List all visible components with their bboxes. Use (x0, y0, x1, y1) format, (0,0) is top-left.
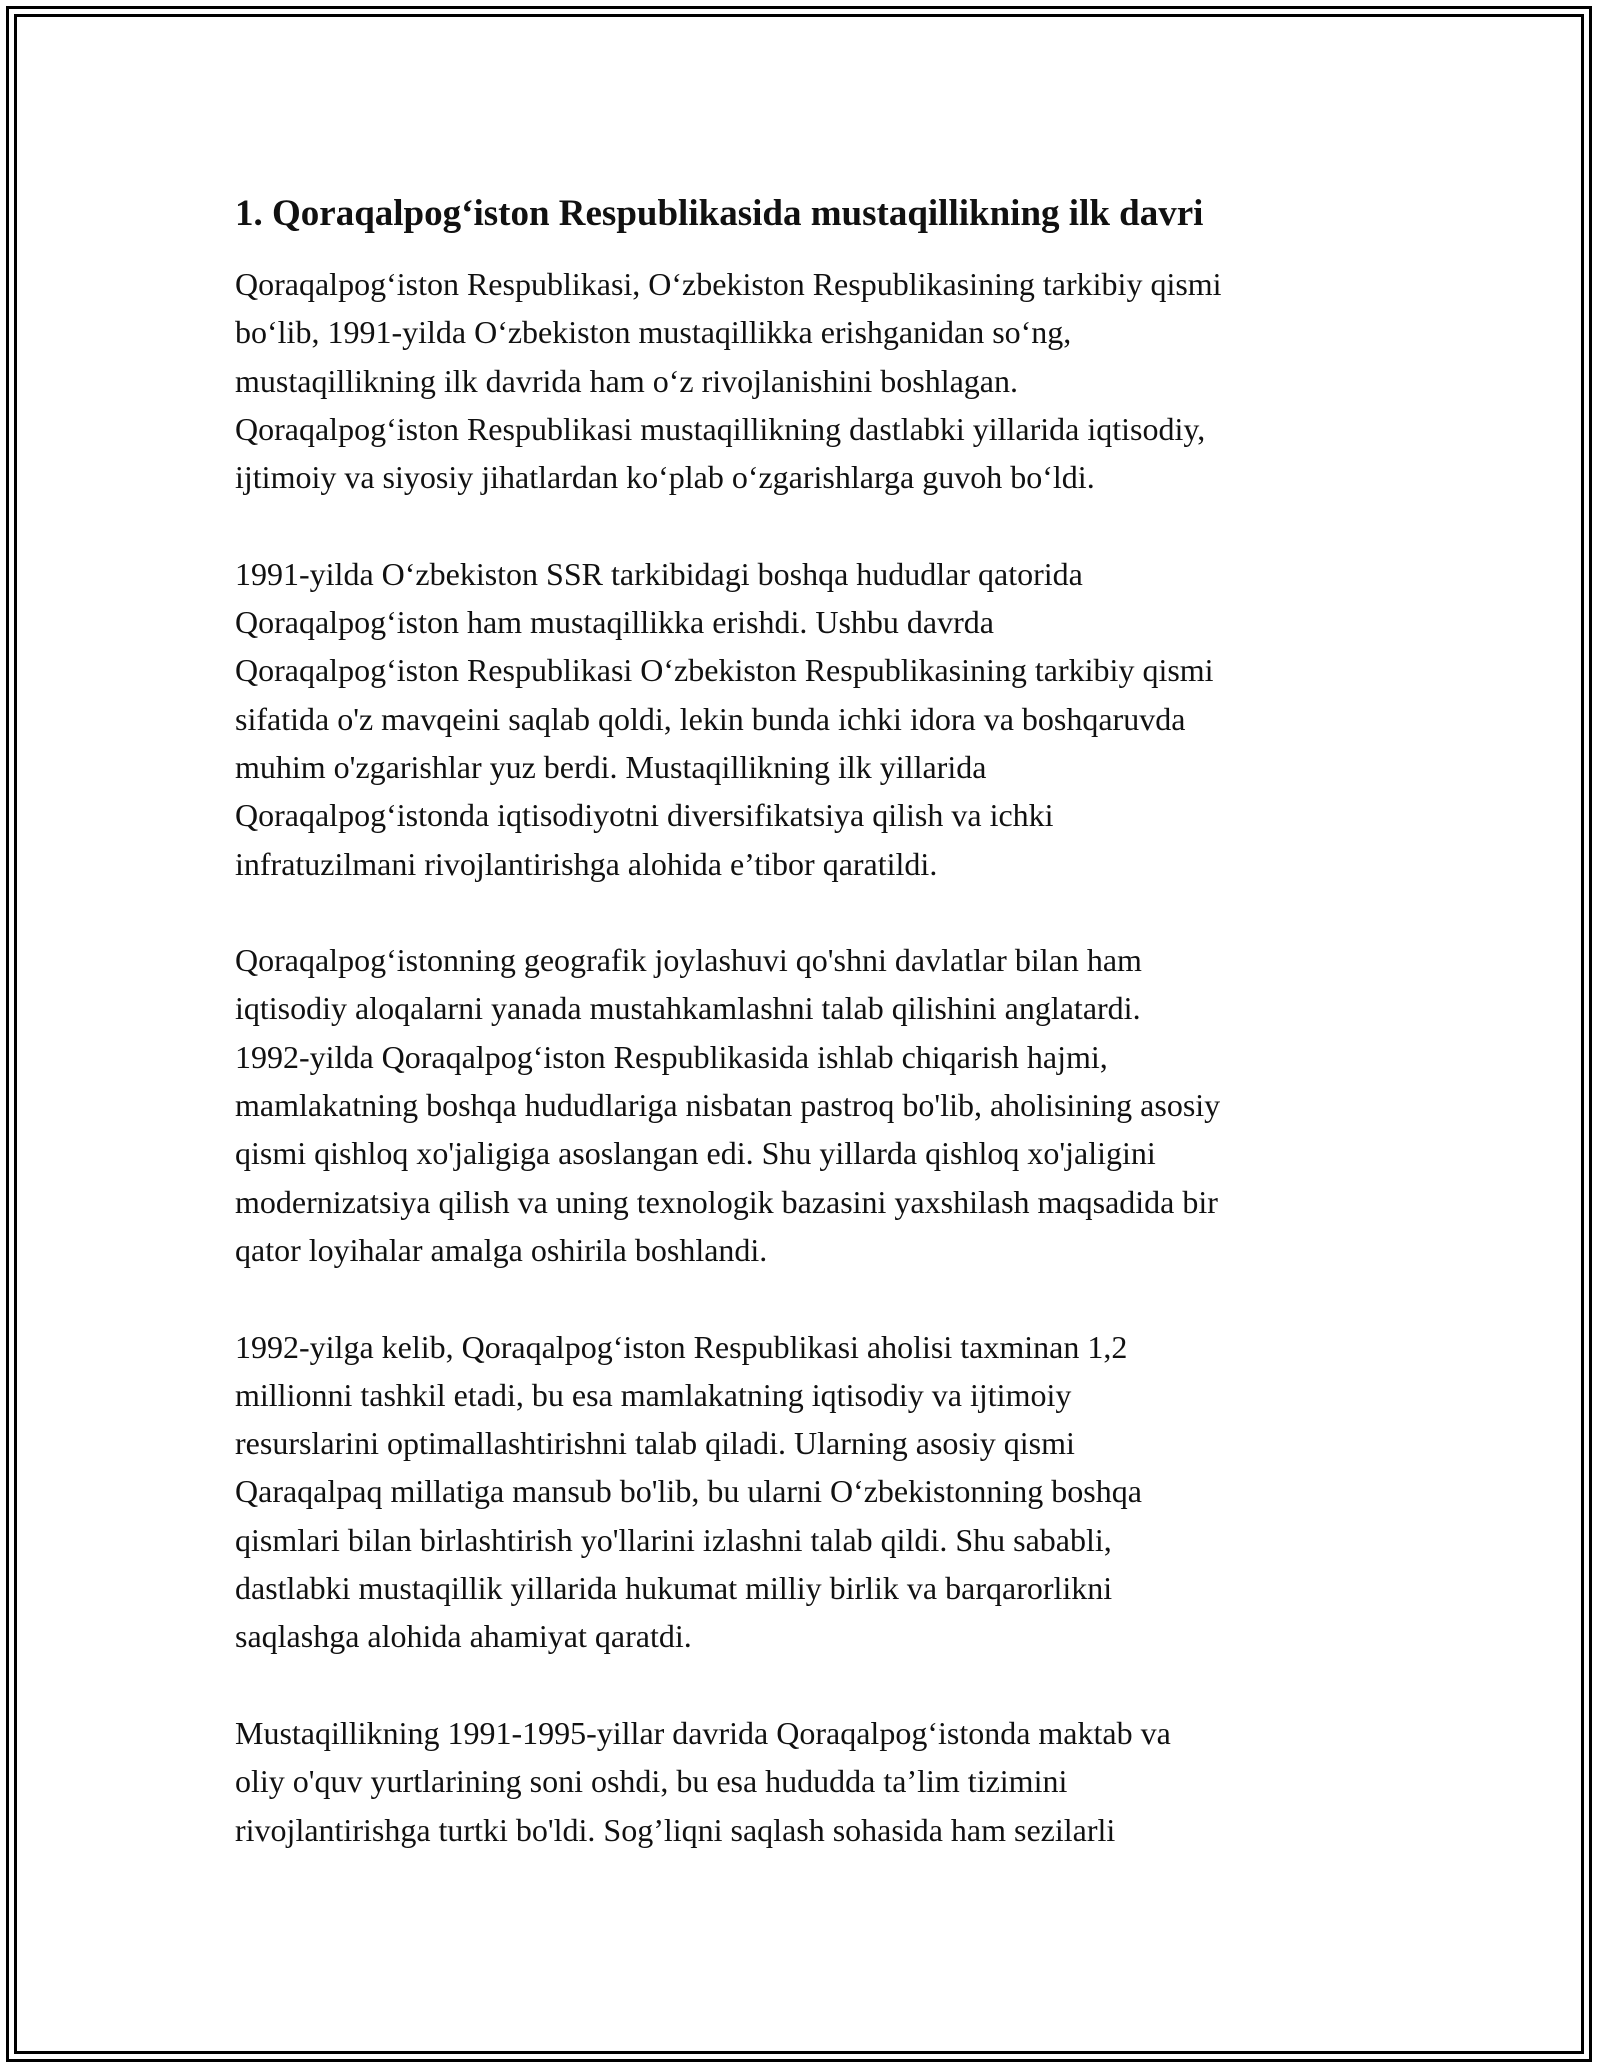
paragraph-4 (235, 1323, 1385, 1661)
text-line: 1992-yilga kelib, Qoraqalpog‘iston Respublikasi aholisi taxminan 1,2 (235, 1328, 1128, 1365)
text-line: saqlashga alohida ahamiyat qaratdi. (235, 1618, 692, 1655)
text-line: Qoraqalpog‘istonning geografik joylashuvi qo'shni davlatlar bilan ham (235, 942, 1142, 979)
paragraph-3 (235, 936, 1385, 1274)
text-line: mamlakatning boshqa hududlariga nisbatan pastroq bo'lib, aholisining asosiy (235, 1087, 1221, 1124)
text-line: infratuzilmani rivojlantirishga alohida e’tibor qaratildi. (235, 845, 938, 882)
text-line: bo‘lib, 1991-yilda O‘zbekiston mustaqillikka erishganidan so‘ng, (235, 314, 1072, 351)
text-line: Qoraqalpog‘istonda iqtisodiyotni diversifikatsiya qilish va ichki (235, 797, 1054, 834)
text-line: modernizatsiya qilish va uning texnologik bazasini yaxshilash maqsadida bir (235, 1183, 1218, 1220)
paragraph-5 (235, 1709, 1385, 1854)
paragraph-2 (235, 550, 1385, 888)
text-line: dastlabki mustaqillik yillarida hukumat milliy birlik va barqarorlikni (235, 1570, 1113, 1607)
text-line: Qaraqalpaq millatiga mansub bo'lib, bu ularni O‘zbekistonning boshqa (235, 1473, 1142, 1510)
text-line: ijtimoiy va siyosiy jihatlardan ko‘plab o‘zgarishlarga guvoh bo‘ldi. (235, 459, 1095, 496)
document-body (235, 190, 1385, 1902)
text-line: qismlari bilan birlashtirish yo'llarini izlashni talab qildi. Shu sababli, (235, 1521, 1112, 1558)
text-line: rivojlantirishga turtki bo'ldi. Sog’liqni saqlash sohasida ham sezilarli (235, 1811, 1116, 1848)
text-line: Qoraqalpog‘iston Respublikasi mustaqillikning dastlabki yillarida iqtisodiy, (235, 410, 1206, 447)
paragraph-1 (235, 260, 1385, 501)
document-title: 1. Qoraqalpog‘iston Respublikasida mustaqillikning ilk davri (235, 193, 1204, 234)
text-line: 1992-yilda Qoraqalpog‘iston Respublikasida ishlab chiqarish hajmi, (235, 1038, 1108, 1075)
text-line: 1991-yilda O‘zbekiston SSR tarkibidagi boshqa hududlar qatorida (235, 555, 1083, 592)
text-line: Qoraqalpog‘iston ham mustaqillikka erishdi. Ushbu davrda (235, 604, 994, 641)
text-line: mustaqillikning ilk davrida ham o‘z rivojlanishini boshlagan. (235, 362, 1018, 399)
text-line: qator loyihalar amalga oshirila boshlandi. (235, 1231, 768, 1268)
text-line: sifatida o'z mavqeini saqlab qoldi, lekin bunda ichki idora va boshqaruvda (235, 700, 1186, 737)
text-line: oliy o'quv yurtlarining soni oshdi, bu esa hududda ta’lim tizimini (235, 1763, 1068, 1800)
text-line: resurslarini optimallashtirishni talab qiladi. Ularning asosiy qismi (235, 1425, 1075, 1462)
text-line: Mustaqillikning 1991-1995-yillar davrida Qoraqalpog‘istonda maktab va (235, 1714, 1171, 1751)
text-line: iqtisodiy aloqalarni yanada mustahkamlashni talab qilishini anglatardi. (235, 990, 1141, 1027)
text-line: Qoraqalpog‘iston Respublikasi O‘zbekiston Respublikasining tarkibiy qismi (235, 652, 1214, 689)
text-line: Qoraqalpog‘iston Respublikasi, O‘zbekiston Respublikasining tarkibiy qismi (235, 266, 1222, 302)
text-line: qismi qishloq xo'jaligiga asoslangan edi. Shu yillarda qishloq xo'jaligini (235, 1135, 1156, 1172)
text-line: muhim o'zgarishlar yuz berdi. Mustaqillikning ilk yillarida (235, 748, 987, 785)
text-line: millionni tashkil etadi, bu esa mamlakatning iqtisodiy va ijtimoiy (235, 1376, 1072, 1413)
